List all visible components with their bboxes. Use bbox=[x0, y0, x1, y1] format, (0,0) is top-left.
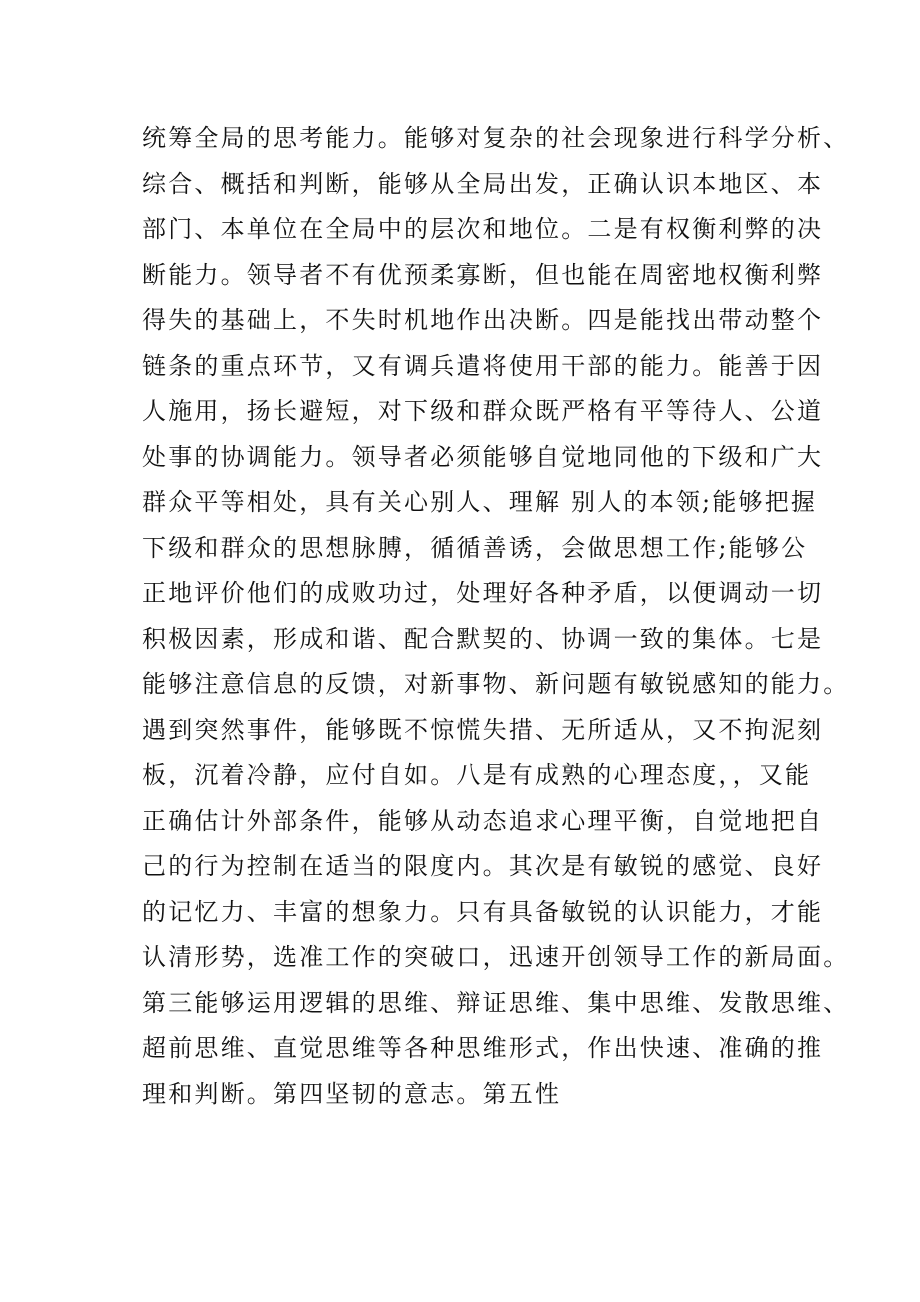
text-line: 处事的协调能力。领导者必须能够自觉地同他的下级和广大 bbox=[142, 442, 824, 471]
text-line: 综合、概括和判断，能够从全局出发，正确认识本地区、本 bbox=[142, 169, 824, 198]
text-line: 下级和群众的思想脉膊，循循善诱，会做思想工作;能够公 bbox=[142, 533, 808, 562]
text-line: 得失的基础上，不失时机地作出决断。四是能找出带动整个 bbox=[142, 306, 824, 334]
text-line: 正确估计外部条件，能够从动态追求心理平衡，自觉地把自 bbox=[142, 806, 824, 835]
text-line: 断能力。领导者不有优预柔寡断，但也能在周密地权衡利弊 bbox=[142, 260, 824, 289]
text-line: 超前思维、直觉思维等各种思维形式，作出快速、准确的推 bbox=[142, 1034, 824, 1062]
text-line: 遇到突然事件，能够既不惊慌失措、无所适从，又不拘泥刻 bbox=[142, 715, 824, 744]
text-line: 人施用，扬长避短，对下级和群众既严格有平等待人、公道 bbox=[142, 397, 824, 425]
text-line: 己的行为控制在适当的限度内。其次是有敏锐的感觉、良好 bbox=[142, 852, 824, 880]
text-line: 积极因素，形成和谐、配合默契的、协调一致的集体。七是 bbox=[142, 624, 824, 653]
text-line: 部门、本单位在全局中的层次和地位。二是有权衡利弊的决 bbox=[142, 215, 824, 243]
text-line: 正地评价他们的成败功过，处理好各种矛盾，以便调动一切 bbox=[142, 579, 824, 607]
text-line: 理和判断。第四坚韧的意志。第五性 bbox=[142, 1079, 562, 1108]
text-line: 第三能够运用逻辑的思维、辩证思维、集中思维、发散思维、 bbox=[142, 988, 850, 1017]
text-line: 板，沉着冷静，应付自如。八是有成熟的心理态度，，又能 bbox=[142, 761, 812, 789]
text-line: 的记忆力、丰富的想象力。只有具备敏锐的认识能力，才能 bbox=[142, 897, 824, 926]
text-line: 群众平等相处，具有关心别人、理解 别人的本领;能够把握 bbox=[142, 488, 818, 516]
text-line: 链条的重点环节，又有调兵遣将使用干部的能力。能善于因 bbox=[142, 351, 824, 380]
text-line: 认清形势，选准工作的突破口，迅速开创领导工作的新局面。 bbox=[142, 943, 850, 971]
body-text bbox=[142, 116, 850, 1117]
text-line: 统筹全局的思考能力。能够对复杂的社会现象进行科学分析、 bbox=[142, 124, 850, 152]
text-line: 能够注意信息的反馈，对新事物、新问题有敏锐感知的能力。 bbox=[142, 670, 850, 698]
